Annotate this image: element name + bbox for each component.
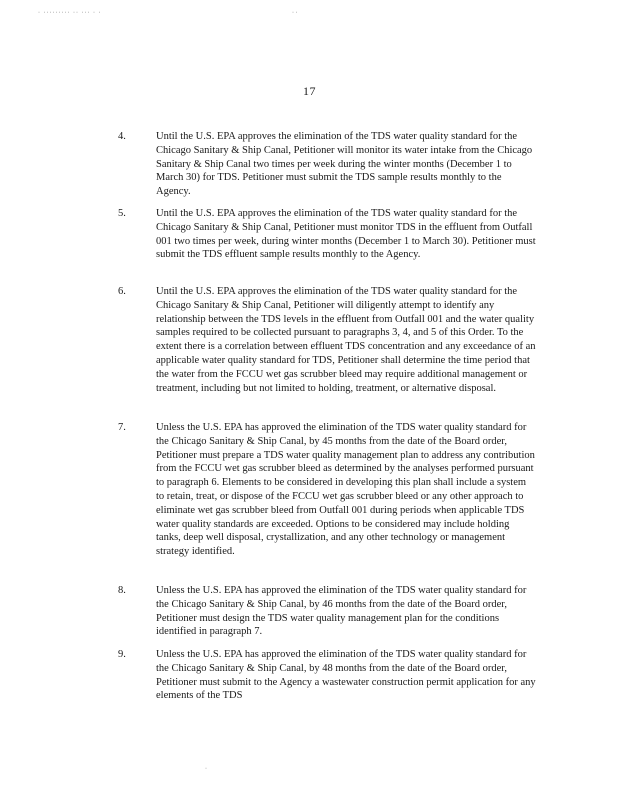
paragraph-number: 5. (118, 208, 126, 219)
paragraph-text: Until the U.S. EPA approves the elimination of the TDS water quality standard for the Chicago Sanitary & Ship Canal, Petitioner will monitor its water intake from the Chicago Sanitary & Ship Canal two times per week during the winter months (December 1 to March 30) for TDS. Petitioner must submit the TDS sample results monthly to the Agency. (156, 131, 533, 198)
paragraph-text: Until the U.S. EPA approves the elimination of the TDS water quality standard for the Chicago Sanitary & Ship Canal, Petitioner will diligently attempt to identify any relationship between the TDS levels in the effluent from Outfall 001 and the water quality samples required to be collected pursuant to paragraphs 3, 4, and 5 of this Order. To the extent there is a correlation between effluent TDS concentration and any exceedance of an applicable water quality standard for TDS, Petitioner shall determine the time period that the water from the FCCU wet gas scrubber bleed may require additional management or treatment, including but not limited to holding, treatment, or alternative disposal. (156, 286, 536, 394)
paragraph-number: 9. (118, 649, 126, 660)
header-scan-dot: · · (292, 10, 298, 16)
paragraph-text: Until the U.S. EPA approves the elimination of the TDS water quality standard for the Chicago Sanitary & Ship Canal, Petitioner must monitor TDS in the effluent from Outfall 001 two times per week, during winter months (December 1 to March 30). Petitioner must submit the TDS effluent sample results monthly to the Agency. (156, 208, 536, 261)
page-number: 17 (303, 84, 316, 98)
footer-scan-mark: · (205, 766, 207, 772)
header-scan-marks: · ········· ·· ··· · · (38, 10, 102, 16)
paragraph-number: 4. (118, 131, 126, 142)
paragraph-text: Unless the U.S. EPA has approved the elimination of the TDS water quality standard for the Chicago Sanitary & Ship Canal, by 45 months from the date of the Board order, Petitioner must prepare a TDS water quality management plan to address any contribution from the FCCU wet gas scrubber bleed as determined by the analyses performed pursuant to paragraph 6. Elements to be considered in developing this plan shall include a system to retain, treat, or dispose of the FCCU wet gas scrubber bleed or any other approach to eliminate wet gas scrubber bleed from Outfall 001 during periods when applicable TDS water quality standards are exceeded. Options to be considered may include holding tanks, deep well disposal, crystallization, and any other technology or management strategy identified. (156, 422, 535, 558)
paragraph-text: Unless the U.S. EPA has approved the elimination of the TDS water quality standard for the Chicago Sanitary & Ship Canal, by 48 months from the date of the Board order, Petitioner must submit to the Agency a wastewater construction permit application for any elements of the TDS (156, 649, 536, 702)
paragraph-text: Unless the U.S. EPA has approved the elimination of the TDS water quality standard for the Chicago Sanitary & Ship Canal, by 46 months from the date of the Board order, Petitioner must design the TDS water quality management plan for the conditions identified in paragraph 7. (156, 585, 527, 638)
paragraph-number: 8. (118, 585, 126, 596)
paragraph-number: 7. (118, 422, 126, 433)
paragraph-number: 6. (118, 286, 126, 297)
